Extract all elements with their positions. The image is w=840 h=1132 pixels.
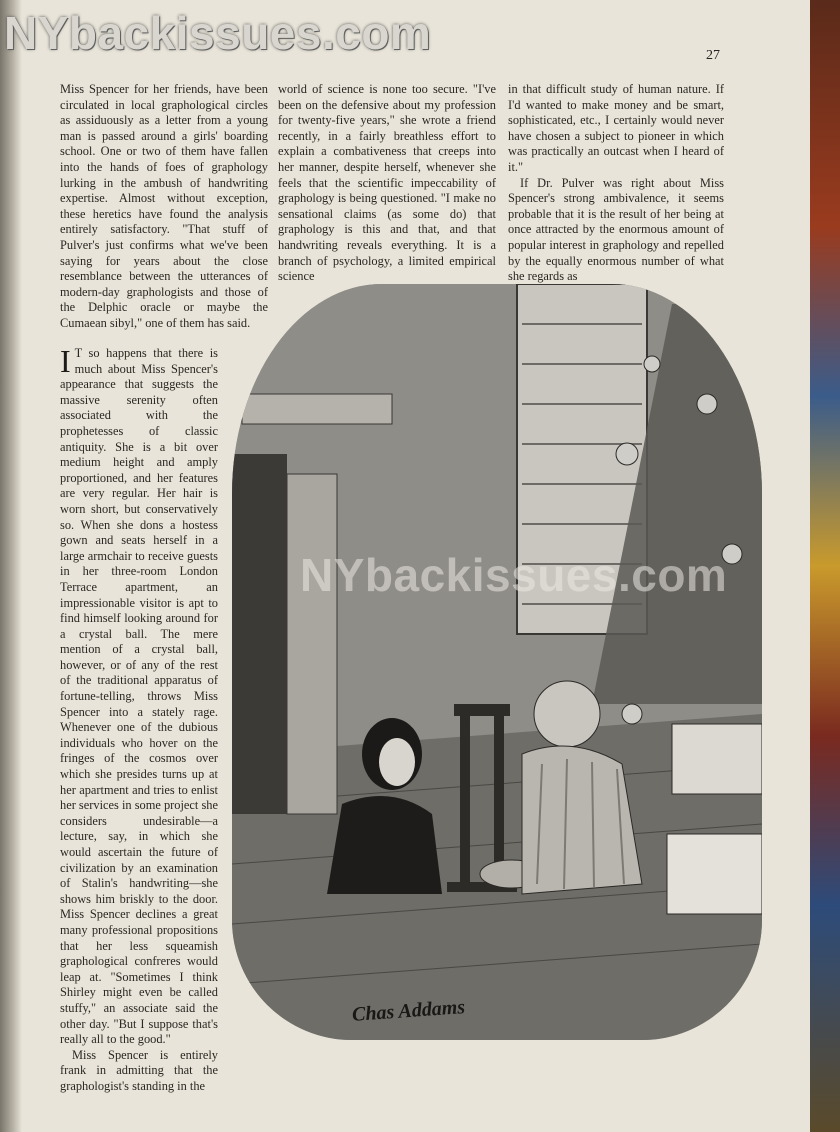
present-box (672, 724, 762, 794)
present-box-open (667, 834, 762, 914)
paragraph-col3-bottom: If Dr. Pulver was right about Miss Spencer's strong ambivalence, it seems probable that it is the result of her being at once attracted by the enormous amount of popular interest in graphology and repelled by the equally enormous number of what she regards as (508, 175, 724, 284)
cartoon-illustration (232, 284, 762, 1040)
cartoon-drawing (232, 284, 762, 1040)
paragraph-col1-bottom (60, 343, 218, 1048)
guillotine-top (454, 704, 510, 716)
girl-face (379, 738, 415, 786)
page-gutter (0, 0, 22, 1132)
drop-cap: I (60, 343, 71, 379)
guillotine-post-left (460, 714, 470, 884)
page-number: 27 (706, 48, 720, 63)
column-3 (508, 82, 724, 285)
mantel-shape (242, 394, 392, 424)
paragraph-col3-top: in that difficult study of human nature. If I'd wanted to make money and be smart, sophisticated, etc., I certainly would never have chosen a subject to pioneer in which was practically an outcast when I heard of it." (508, 82, 724, 174)
paragraph-col1-bottom-text: T so happens that there is much about Miss Spencer's appearance that suggests the massive serenity often associated with the prophetesses of classic antiquity. She is a bit over medium height and amply proportioned, and her features are very regular. Her hair is worn short, but conservatively so. When she dons a hostess gown and seats herself in a large armchair to receive guests in her three-room London Terrace apartment, an impressionable visitor is apt to find himself looking around for a crystal ball. The mere mention of a crystal ball, however, or of any of the rest of the traditional apparatus of fortune-telling, throws Miss Spencer into a stately rage. Whenever one of the dubious individuals who hover on the fringes of the cosmos over which she presides turns up at her apartment and tries to enlist her services in some project she considers undesirable—a lecture, say, in which she would ascertain the future of civilization by an examination of Stalin's handwriting—she shows him briskly to the door. Miss Spencer declines a great many professional propositions that her less squeamish graphological confreres would leap at. "Sometimes I think Shirley might even be called stuffy," an associate said the other day. "But I suppose that's really all to the good." (60, 346, 218, 1047)
adjacent-page-edge (810, 0, 840, 1132)
watermark-center: NYbackissues.com (300, 549, 728, 601)
guillotine-post-right (494, 714, 504, 884)
pillar-shape (287, 474, 337, 814)
column-2 (278, 82, 496, 285)
column-1-top (60, 82, 268, 332)
boy-head (534, 681, 600, 747)
artist-signature: Chas Addams (351, 996, 466, 1026)
paragraph-col1-last: Miss Spencer is entirely frank in admitting that the graphologist's standing in the (60, 1047, 218, 1093)
paragraph-col1-top: Miss Spencer for her friends, have been circulated in local graphological circles as assiduously as a letter from a young man is passed around a girls' boarding school. One or two of them have fallen into the hands of foes of graphology lurking in the ambush of handwriting expertise. Almost without exception, these heretics have found the analysis entirely satisfactory. "That stuff of Pulver's just confirms what we've been saying for years about the close resemblance between the utterances of modern-day graphologists and those of the Delphic oracle or maybe the Cumaean sibyl," one of them has said. (60, 82, 268, 330)
paragraph-col2: world of science is none too secure. "I've been on the defensive about my profession for twenty-five years," she wrote a friend recently, in a fairly breathless effort to explain a combativeness that creeps into her manner, despite herself, whenever she feels that the scientific impeccability of graphology is being questioned. "I make no sensational claims (as some do) that graphology is this and that, and that handwriting reveals everything. It is a branch of psychology, a limited empirical science (278, 82, 496, 284)
column-1-bottom (60, 343, 218, 1095)
fireplace-opening (232, 454, 287, 814)
watermark-top: NYbackissues.com (4, 7, 432, 59)
girl-dress (327, 796, 442, 894)
